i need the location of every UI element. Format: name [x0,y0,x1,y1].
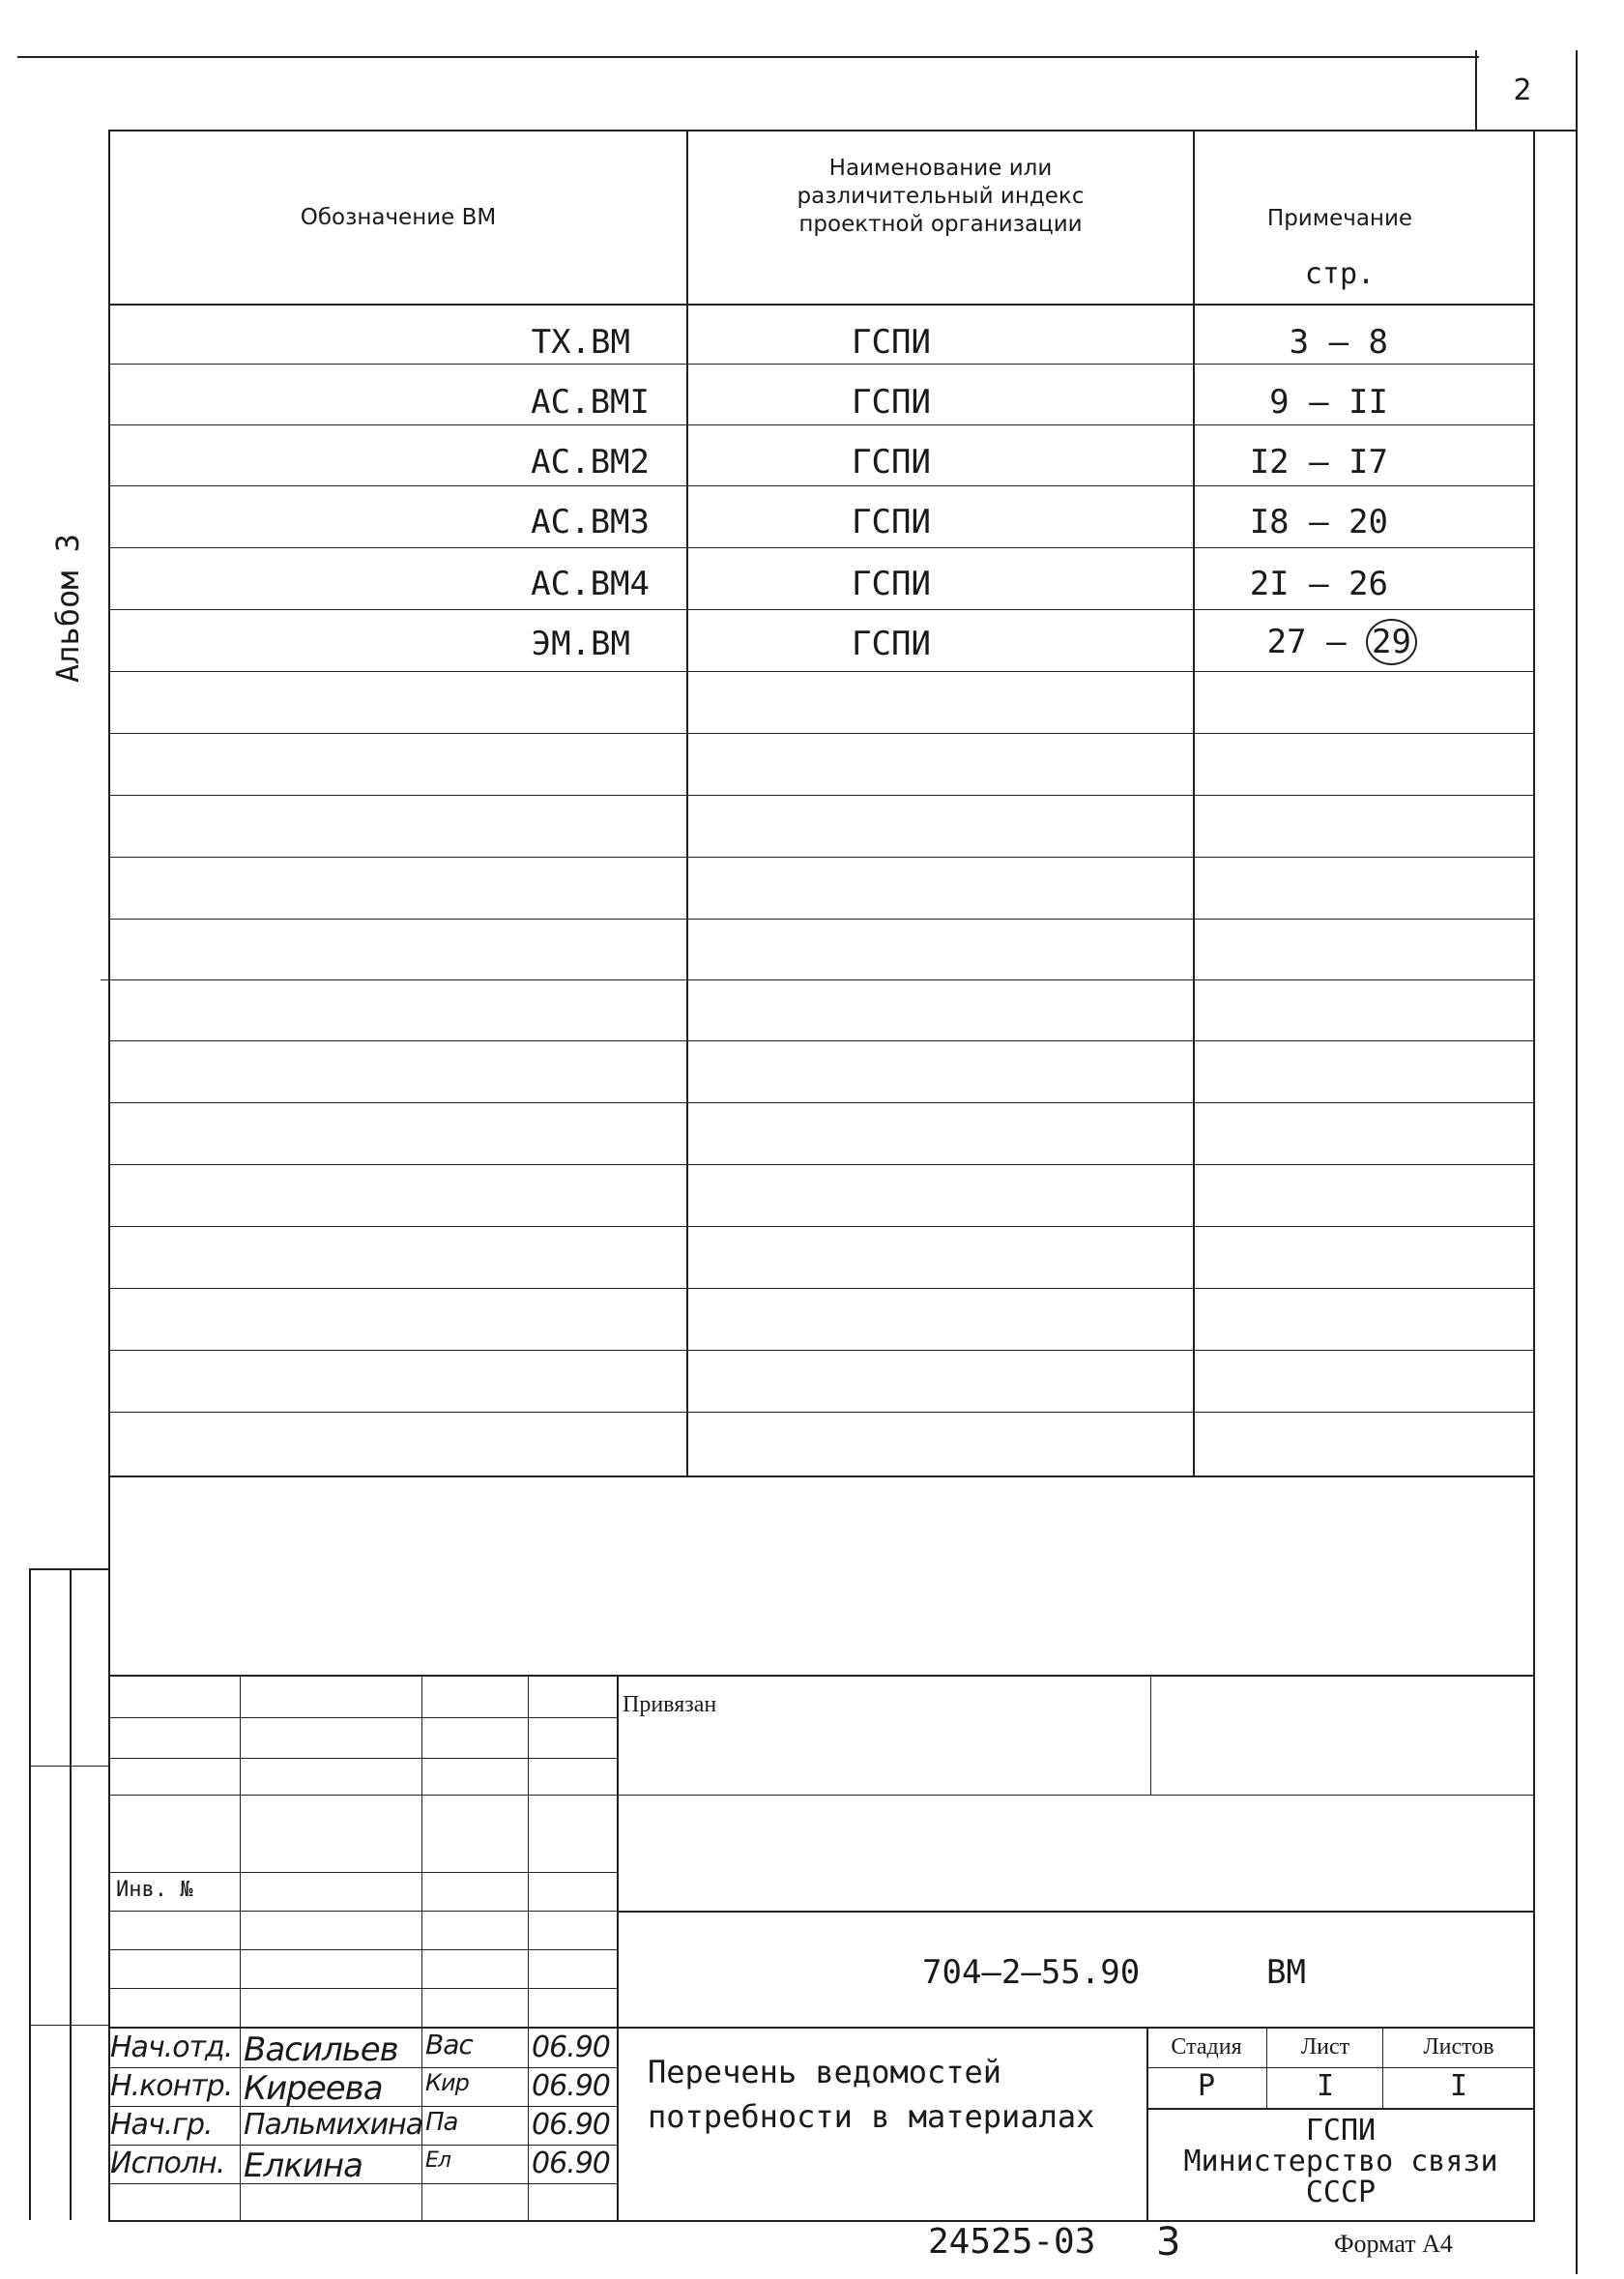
frame-bottom [108,2220,1535,2222]
row-rule [108,1040,1535,1041]
row-org: ГСПИ [852,323,931,362]
signature-name: Елкина [244,2147,362,2185]
signature-date: 06.90 [532,2147,610,2180]
frame-right [1533,130,1535,2220]
signature-name: Васильев [244,2031,398,2069]
signature-role: Нач.отд. [110,2031,233,2064]
sheet-value: I [1316,2069,1335,2103]
stamp-row-rule [108,1758,617,1759]
signature-role: Исполн. [110,2147,225,2180]
stage-label: Стадия [1171,2034,1242,2060]
stamp-right-rule [617,2027,1535,2029]
stamp-col-3 [528,1675,529,2220]
stamp-col-1 [240,1675,241,2220]
row-rule [101,979,1535,980]
doc-title-line-1: Перечень ведомостей [648,2054,1002,2090]
frame-top [108,130,1578,131]
signature-name: Киреева [244,2069,383,2108]
stamp-row-rule [108,1795,617,1796]
doc-title-line-2: потребности в материалах [648,2098,1095,2135]
row-rule [108,1226,1535,1227]
stamp-row-rule [108,1988,617,1989]
doc-type: ВМ [1266,1953,1306,1992]
stamp-row-rule [108,1872,617,1873]
row-code: ТХ.ВМ [531,323,630,362]
row-rule [108,1350,1535,1351]
inv-label: Инв. № [116,1878,193,1902]
row-pages-prefix: 27 – [1266,623,1347,661]
header-name-line-3: проектной организации [798,212,1083,237]
row-org: ГСПИ [852,625,931,663]
row-code: АС.ВМI [531,383,650,422]
stamp-col-4 [617,1675,619,2220]
album-label: Альбом 3 [49,533,86,684]
sheets-value: I [1449,2069,1468,2103]
signature-sign: Ел [425,2148,450,2173]
header-designation: Обозначение ВМ [300,205,497,230]
row-code: АС.ВМ3 [531,503,650,541]
row-org: ГСПИ [852,383,931,422]
row-code: АС.ВМ2 [531,443,650,482]
row-pages: 9 – II [1269,383,1388,422]
row-rule [108,547,1535,548]
header-name [688,155,1193,239]
header-name-line-1: Наименование или [828,156,1053,181]
row-pages: I8 – 20 [1249,503,1388,541]
row-rule [108,1164,1535,1165]
row-rule [108,1412,1535,1413]
header-note-unit: стр. [1304,257,1376,291]
stamp-row-rule [108,1949,617,1950]
bound-divider [1150,1675,1151,1795]
header-note: Примечание [1266,206,1413,231]
row-rule [108,424,1535,425]
sheet-number-box-left [1475,50,1477,131]
sheet-number: 2 [1513,73,1532,107]
row-pages: 2I – 26 [1249,565,1388,603]
header-rule [108,304,1535,306]
signature-sign: Кир [425,2069,469,2096]
signature-date: 06.90 [532,2031,610,2064]
row-org: ГСПИ [852,443,931,482]
row-pages: I2 – I7 [1249,443,1388,482]
stamp-right-rule [617,1911,1535,1913]
margin-strip-left [29,1568,31,2220]
signature-sign: Вас [425,2029,473,2060]
margin-strip-rule [29,1766,110,1767]
header-name-line-2: различительный индекс [797,184,1085,209]
signature-date: 06.90 [532,2108,610,2142]
signature-role: Нач.гр. [110,2108,213,2142]
row-code: АС.ВМ4 [531,565,650,603]
format-label: Формат А4 [1334,2230,1453,2258]
signature-name: Пальмихина [244,2108,423,2142]
row-org: ГСПИ [852,503,931,541]
row-pages-circled: 29 [1366,619,1417,665]
stamp-right-rule [617,1795,1535,1796]
stamp-row-rule [108,2145,617,2146]
row-rule [108,857,1535,858]
doc-title [648,2050,1094,2139]
stamp-row-rule [108,2027,617,2029]
signature-sign: Па [425,2108,458,2137]
sheets-label: Листов [1423,2034,1494,2060]
signature-role: Н.контр. [110,2069,233,2103]
row-rule [108,733,1535,734]
bound-label: Привязан [623,1692,717,1717]
row-code: ЭМ.ВМ [531,625,630,663]
stamp-row-rule [108,1911,617,1912]
row-rule [108,485,1535,486]
row-rule [108,364,1535,365]
org-line-3: СССР [1305,2176,1377,2209]
sheet-label: Лист [1300,2034,1350,2060]
row-rule [108,671,1535,672]
row-pages [1195,619,1417,665]
stamp-row-rule [108,1717,617,1718]
stage-bottom-rule [1146,2108,1535,2110]
row-pages: 3 – 8 [1289,323,1388,362]
stamp-top-rule [108,1675,1535,1677]
stage-value: Р [1197,2069,1216,2103]
row-rule [108,609,1535,610]
org-line-1: ГСПИ [1305,2114,1377,2148]
stage-header-rule [1146,2067,1535,2068]
page-number: 3 [1156,2220,1181,2264]
margin-strip-mid [70,1568,72,2220]
row-rule [108,795,1535,796]
row-rule [108,1102,1535,1103]
org-line-2: Министерство связи [1183,2145,1498,2178]
doc-code: 704–2–55.90 [922,1953,1141,1992]
frame-left [108,130,110,2220]
row-rule [108,1288,1535,1289]
top-rule [17,56,1479,58]
row-org: ГСПИ [852,565,931,603]
archive-number: 24525-03 [928,2222,1096,2262]
signature-date: 06.90 [532,2069,610,2103]
table-bottom-rule [108,1476,1535,1477]
org-block [1148,2116,1533,2208]
margin-strip-rule [29,2025,110,2026]
row-rule [108,919,1535,920]
frame-right-outer [1576,50,1578,2274]
